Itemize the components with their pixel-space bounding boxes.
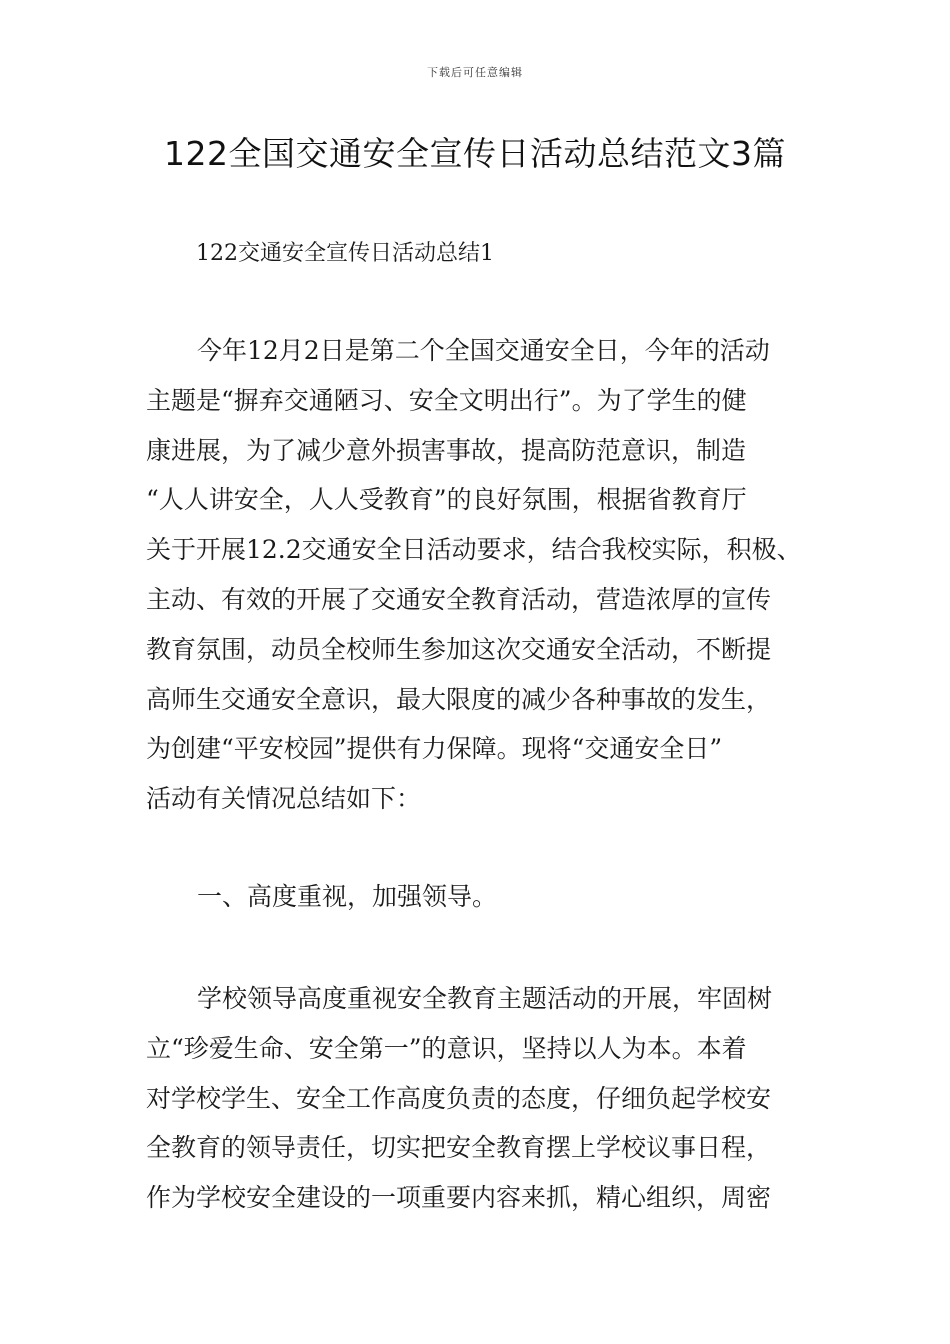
paragraph-line: 主动、有效的开展了交通安全教育活动，营造浓厚的宣传 xyxy=(146,584,772,614)
paragraph-line: 今年12月2日是第二个全国交通安全日，今年的活动 xyxy=(197,336,770,365)
paragraph-line: 康进展，为了减少意外损害事故，提高防范意识，制造 xyxy=(146,435,747,465)
paragraph-1 xyxy=(146,326,826,824)
paragraph-line: 对学校学生、安全工作高度负责的态度，仔细负起学校安 xyxy=(146,1083,772,1113)
subheading-text: 一、高度重视，加强领导。 xyxy=(197,882,498,911)
subheading-1 xyxy=(146,872,826,922)
paragraph-line: 教育氛围，动员全校师生参加这次交通安全活动，不断提 xyxy=(146,634,772,664)
paragraph-line: 关于开展12.2交通安全日活动要求，结合我校实际，积极、 xyxy=(146,535,802,565)
paragraph-line: 高师生交通安全意识，最大限度的减少各种事故的发生， xyxy=(146,684,772,714)
paragraph-line: 作为学校安全建设的一项重要内容来抓，精心组织，周密 xyxy=(146,1183,772,1213)
paragraph-line: 全教育的领导责任，切实把安全教育摆上学校议事日程， xyxy=(146,1133,772,1163)
paragraph-2 xyxy=(146,974,826,1223)
paragraph-line: 主题是“摒弃交通陋习、安全文明出行”。为了学生的健 xyxy=(146,385,747,415)
document-title: 122全国交通安全宣传日活动总结范文3篇 xyxy=(164,134,786,173)
paragraph-line: 立“珍爱生命、安全第一”的意识，坚持以人为本。本着 xyxy=(146,1033,747,1063)
paragraph-line: 活动有关情况总结如下： xyxy=(146,784,422,814)
section-heading: 122交通安全宣传日活动总结1 xyxy=(196,241,494,266)
header-note: 下载后可任意编辑 xyxy=(427,66,523,79)
paragraph-line: 为创建“平安校园”提供有力保障。现将“交通安全日” xyxy=(146,734,723,764)
paragraph-line: “人人讲安全，人人受教育”的良好氛围，根据省教育厅 xyxy=(146,485,747,515)
paragraph-line: 学校领导高度重视安全教育主题活动的开展，牢固树 xyxy=(197,984,773,1013)
